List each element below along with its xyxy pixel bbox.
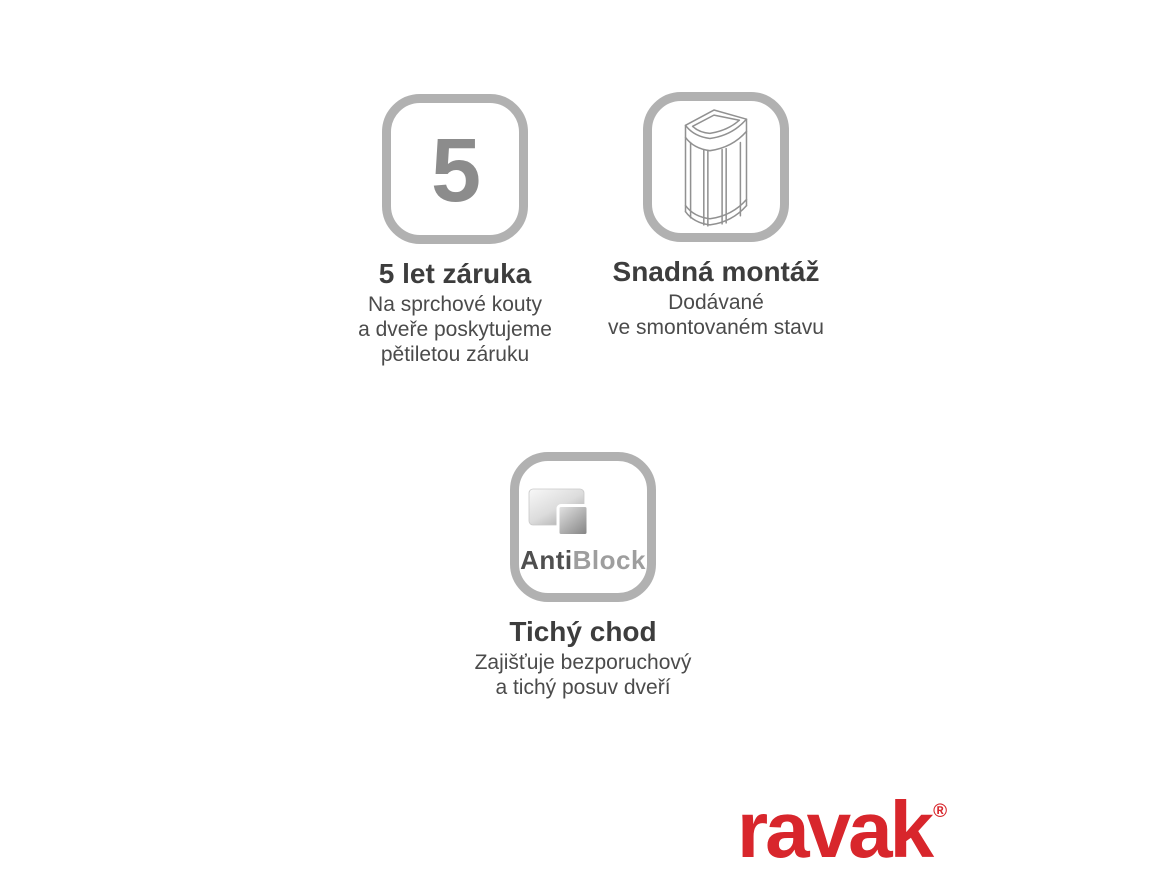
feature-description-line: a dveře poskytujeme bbox=[358, 318, 552, 341]
five-years-badge-icon bbox=[382, 94, 528, 244]
feature-description-line: a tichý posuv dveří bbox=[495, 676, 671, 699]
feature-description-line: pětiletou záruku bbox=[380, 343, 530, 366]
feature-silent-title: Tichý chod bbox=[509, 616, 657, 647]
antiblock-icon bbox=[510, 452, 656, 602]
feature-description-line: Zajišťuje bezporuchový bbox=[474, 651, 692, 674]
feature-description-line: Na sprchové kouty bbox=[368, 293, 542, 316]
feature-warranty bbox=[305, 94, 605, 367]
feature-easy-assembly bbox=[566, 92, 866, 340]
antiblock-squares-graphic bbox=[528, 488, 591, 539]
shower-enclosure-icon bbox=[643, 92, 789, 242]
feature-silent-description bbox=[475, 650, 692, 700]
feature-silent-operation bbox=[433, 452, 733, 700]
feature-description-line: ve smontovaném stavu bbox=[608, 316, 824, 339]
shower-enclosure-drawing bbox=[683, 108, 749, 232]
ravak-logo-wordmark: ravak bbox=[737, 785, 932, 874]
feature-assembly-description bbox=[608, 290, 824, 340]
antiblock-wordmark bbox=[520, 545, 646, 576]
feature-warranty-title: 5 let záruka bbox=[378, 258, 532, 289]
feature-warranty-description bbox=[358, 292, 552, 367]
number-five-glyph: 5 bbox=[430, 121, 480, 221]
feature-assembly-title: Snadná montáž bbox=[612, 256, 820, 287]
antiblock-wordmark-anti: Anti bbox=[520, 545, 573, 575]
registered-trademark-symbol: ® bbox=[933, 801, 948, 822]
ravak-logo bbox=[737, 785, 987, 874]
feature-description-line: Dodávané bbox=[668, 291, 764, 314]
antiblock-wordmark-block: Block bbox=[572, 545, 646, 575]
